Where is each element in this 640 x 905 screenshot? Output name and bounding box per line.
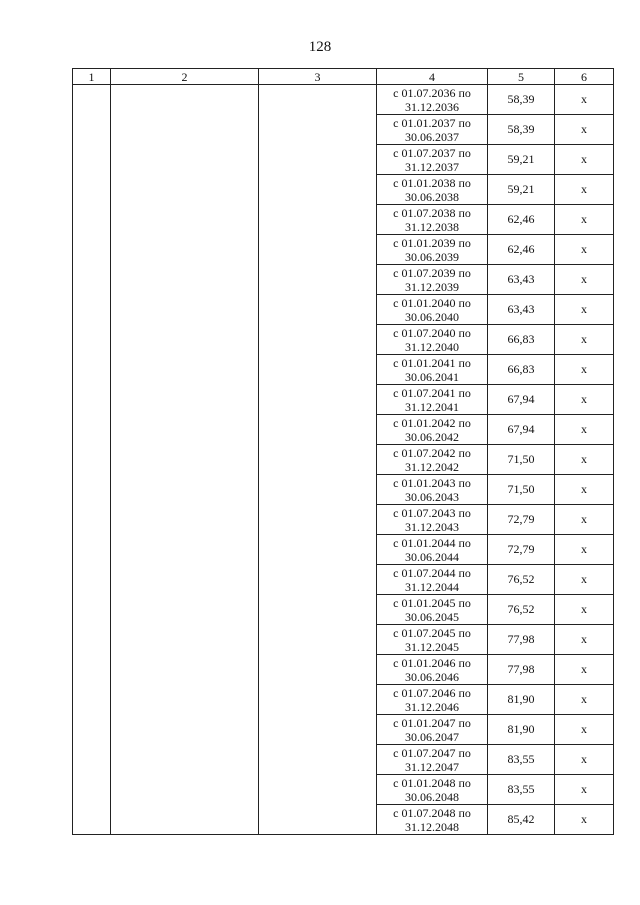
mark-cell: х: [555, 565, 614, 595]
merged-empty-cell-col-3: [259, 85, 377, 835]
value-cell: 72,79: [488, 535, 555, 565]
period-cell: с 01.01.2041 по 30.06.2041: [377, 355, 488, 385]
value-cell: 81,90: [488, 715, 555, 745]
value-cell: 66,83: [488, 355, 555, 385]
mark-cell: х: [555, 85, 614, 115]
value-cell: 58,39: [488, 85, 555, 115]
period-cell: с 01.07.2048 по 31.12.2048: [377, 805, 488, 835]
mark-cell: х: [555, 535, 614, 565]
period-cell: с 01.07.2041 по 31.12.2041: [377, 385, 488, 415]
mark-cell: х: [555, 175, 614, 205]
value-cell: 71,50: [488, 445, 555, 475]
value-cell: 67,94: [488, 415, 555, 445]
period-cell: с 01.01.2040 по 30.06.2040: [377, 295, 488, 325]
mark-cell: х: [555, 235, 614, 265]
mark-cell: х: [555, 595, 614, 625]
mark-cell: х: [555, 325, 614, 355]
period-cell: с 01.01.2048 по 30.06.2048: [377, 775, 488, 805]
mark-cell: х: [555, 265, 614, 295]
mark-cell: х: [555, 115, 614, 145]
column-header-2: 2: [111, 69, 259, 85]
tariff-table: [72, 68, 614, 835]
value-cell: 77,98: [488, 655, 555, 685]
period-cell: с 01.07.2039 по 31.12.2039: [377, 265, 488, 295]
mark-cell: х: [555, 805, 614, 835]
mark-cell: х: [555, 205, 614, 235]
mark-cell: х: [555, 715, 614, 745]
column-header-5: 5: [488, 69, 555, 85]
value-cell: 58,39: [488, 115, 555, 145]
value-cell: 66,83: [488, 325, 555, 355]
mark-cell: х: [555, 775, 614, 805]
period-cell: с 01.01.2038 по 30.06.2038: [377, 175, 488, 205]
mark-cell: х: [555, 625, 614, 655]
value-cell: 76,52: [488, 595, 555, 625]
mark-cell: х: [555, 295, 614, 325]
table-row: [73, 85, 614, 115]
page-number: 128: [308, 39, 332, 55]
period-cell: с 01.01.2039 по 30.06.2039: [377, 235, 488, 265]
period-cell: с 01.01.2047 по 30.06.2047: [377, 715, 488, 745]
period-cell: с 01.07.2042 по 31.12.2042: [377, 445, 488, 475]
column-header-4: 4: [377, 69, 488, 85]
period-cell: с 01.07.2044 по 31.12.2044: [377, 565, 488, 595]
period-cell: с 01.01.2037 по 30.06.2037: [377, 115, 488, 145]
merged-empty-cell-col-1: [73, 85, 111, 835]
value-cell: 67,94: [488, 385, 555, 415]
mark-cell: х: [555, 475, 614, 505]
value-cell: 59,21: [488, 175, 555, 205]
header-row: [73, 69, 614, 85]
period-cell: с 01.01.2044 по 30.06.2044: [377, 535, 488, 565]
value-cell: 83,55: [488, 745, 555, 775]
mark-cell: х: [555, 355, 614, 385]
mark-cell: х: [555, 415, 614, 445]
mark-cell: х: [555, 445, 614, 475]
mark-cell: х: [555, 505, 614, 535]
value-cell: 62,46: [488, 205, 555, 235]
value-cell: 76,52: [488, 565, 555, 595]
period-cell: с 01.07.2047 по 31.12.2047: [377, 745, 488, 775]
period-cell: с 01.01.2045 по 30.06.2045: [377, 595, 488, 625]
period-cell: с 01.07.2040 по 31.12.2040: [377, 325, 488, 355]
mark-cell: х: [555, 685, 614, 715]
value-cell: 85,42: [488, 805, 555, 835]
value-cell: 59,21: [488, 145, 555, 175]
period-cell: с 01.07.2046 по 31.12.2046: [377, 685, 488, 715]
period-cell: с 01.07.2045 по 31.12.2045: [377, 625, 488, 655]
value-cell: 72,79: [488, 505, 555, 535]
mark-cell: х: [555, 655, 614, 685]
period-cell: с 01.07.2036 по 31.12.2036: [377, 85, 488, 115]
value-cell: 63,43: [488, 265, 555, 295]
period-cell: с 01.07.2037 по 31.12.2037: [377, 145, 488, 175]
merged-empty-cell-col-2: [111, 85, 259, 835]
period-cell: с 01.01.2042 по 30.06.2042: [377, 415, 488, 445]
value-cell: 71,50: [488, 475, 555, 505]
period-cell: с 01.01.2046 по 30.06.2046: [377, 655, 488, 685]
value-cell: 62,46: [488, 235, 555, 265]
period-cell: с 01.07.2038 по 31.12.2038: [377, 205, 488, 235]
period-cell: с 01.01.2043 по 30.06.2043: [377, 475, 488, 505]
period-cell: с 01.07.2043 по 31.12.2043: [377, 505, 488, 535]
column-header-3: 3: [259, 69, 377, 85]
value-cell: 81,90: [488, 685, 555, 715]
column-header-1: 1: [73, 69, 111, 85]
mark-cell: х: [555, 745, 614, 775]
value-cell: 63,43: [488, 295, 555, 325]
column-header-6: 6: [555, 69, 614, 85]
table-body: [73, 85, 614, 835]
mark-cell: х: [555, 145, 614, 175]
value-cell: 83,55: [488, 775, 555, 805]
mark-cell: х: [555, 385, 614, 415]
value-cell: 77,98: [488, 625, 555, 655]
